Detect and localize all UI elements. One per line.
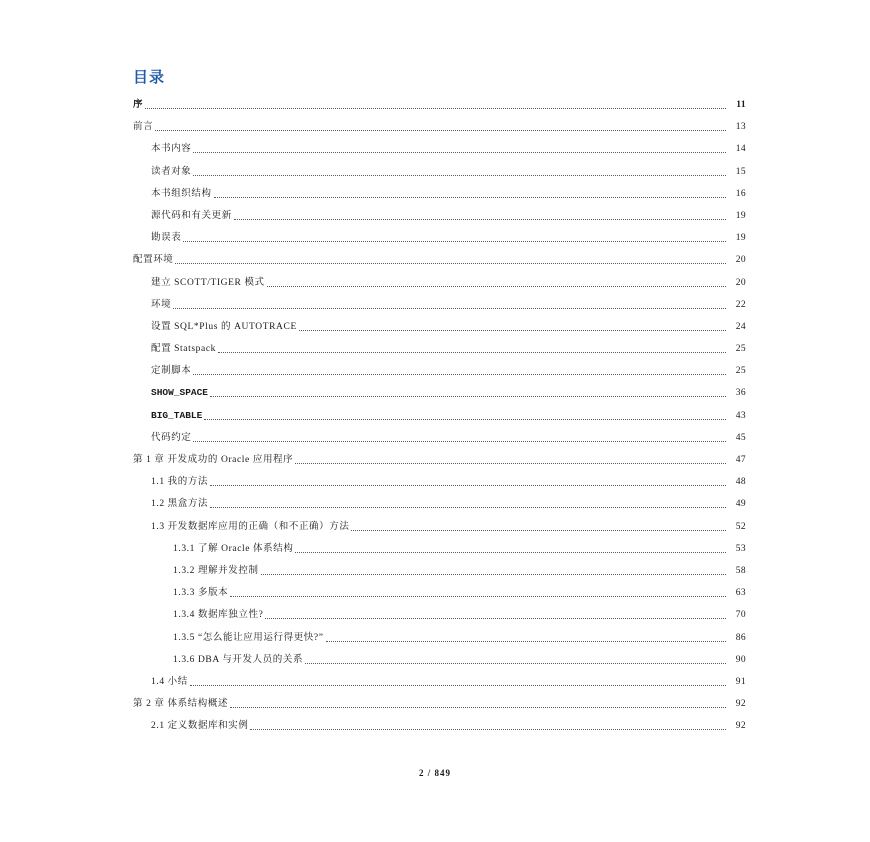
- toc-entry-page-number: 20: [735, 255, 746, 266]
- toc-entry[interactable]: [133, 720, 746, 732]
- toc-entry-page-number: 25: [735, 366, 746, 377]
- toc-dot-leader: [250, 728, 726, 730]
- toc-dot-leader: [190, 684, 726, 686]
- toc-entry[interactable]: [133, 676, 746, 688]
- toc-entry[interactable]: [133, 543, 746, 555]
- toc-entry-label: 1.3.6 DBA 与开发人员的关系: [173, 654, 304, 665]
- toc-entry-page-number: 16: [735, 188, 746, 199]
- toc-entry-label: 设置 SQL*Plus 的 AUTOTRACE: [151, 321, 297, 332]
- toc-entry[interactable]: [133, 654, 746, 666]
- toc-entry[interactable]: [133, 454, 746, 466]
- toc-entry[interactable]: [133, 387, 746, 399]
- toc-dot-leader: [305, 662, 726, 664]
- toc-entry[interactable]: [133, 632, 746, 644]
- toc-entry-label: 前言: [133, 122, 154, 133]
- toc-entry-page-number: 19: [735, 210, 746, 221]
- toc-entry[interactable]: [133, 121, 746, 133]
- toc-dot-leader: [218, 351, 726, 353]
- toc-dot-leader: [351, 529, 726, 531]
- toc-entry-page-number: 63: [735, 588, 746, 599]
- toc-entry[interactable]: [133, 476, 746, 488]
- toc-entry-label: 1.4 小结: [151, 676, 188, 687]
- toc-entry-label: 1.3.1 了解 Oracle 体系结构: [173, 543, 294, 554]
- toc-entry[interactable]: [133, 432, 746, 444]
- page-title: 目录: [133, 69, 166, 86]
- toc-entry-label: 勘误表: [151, 233, 182, 244]
- toc-entry[interactable]: [133, 565, 746, 577]
- toc-entry-label: 配置 Statspack: [151, 344, 216, 355]
- toc-entry-page-number: 91: [735, 676, 746, 687]
- toc-dot-leader: [230, 706, 726, 708]
- toc-entry-label: 1.3 开发数据库应用的正确（和不正确）方法: [151, 521, 350, 532]
- toc-entry[interactable]: [133, 299, 746, 311]
- toc-entry-label: 1.2 黑盒方法: [151, 499, 209, 510]
- toc-dot-leader: [175, 262, 726, 264]
- toc-dot-leader: [204, 418, 726, 420]
- toc-entry[interactable]: [133, 609, 746, 621]
- toc-entry[interactable]: [133, 210, 746, 222]
- toc-entry[interactable]: [133, 587, 746, 599]
- toc-entry[interactable]: [133, 365, 746, 377]
- toc-dot-leader: [210, 395, 726, 397]
- toc-dot-leader: [193, 373, 726, 375]
- toc-entry-label: 环境: [151, 299, 172, 310]
- toc-entry-label: 建立 SCOTT/TIGER 模式: [151, 277, 265, 288]
- toc-entry-page-number: 90: [735, 654, 746, 665]
- toc-entry-page-number: 43: [735, 410, 746, 421]
- toc-entry-label: 1.3.3 多版本: [173, 588, 229, 599]
- toc-entry-label: 第 2 章 体系结构概述: [133, 699, 229, 710]
- toc-entry-page-number: 13: [735, 122, 746, 133]
- toc-entry-page-number: 86: [735, 632, 746, 643]
- toc-dot-leader: [183, 240, 726, 242]
- toc-entry-label: 序: [133, 100, 144, 110]
- toc-entry[interactable]: [133, 99, 746, 111]
- toc-dot-leader: [267, 285, 726, 287]
- toc-entry-page-number: 25: [735, 344, 746, 355]
- toc-entry-page-number: 92: [735, 721, 746, 732]
- toc-entry-page-number: 53: [735, 543, 746, 554]
- toc-dot-leader: [265, 617, 726, 619]
- toc-entry[interactable]: [133, 343, 746, 355]
- toc-entry-page-number: 36: [735, 388, 746, 399]
- toc-dot-leader: [299, 329, 726, 331]
- toc-dot-leader: [295, 462, 726, 464]
- toc-entry-page-number: 22: [735, 299, 746, 310]
- toc-entry-label: 1.1 我的方法: [151, 477, 209, 488]
- toc-entry[interactable]: [133, 521, 746, 533]
- toc-entry-page-number: 14: [735, 144, 746, 155]
- toc-entry-label: 1.3.2 理解并发控制: [173, 565, 259, 576]
- toc-entry-label: 源代码和有关更新: [151, 210, 232, 221]
- toc-dot-leader: [295, 551, 726, 553]
- toc-entry[interactable]: [133, 498, 746, 510]
- toc-container: [133, 66, 746, 742]
- toc-entry-label: 1.3.5 “怎么能让应用运行得更快?”: [173, 632, 324, 643]
- toc-entry-label: 读者对象: [151, 166, 192, 177]
- toc-entry-page-number: 52: [735, 521, 746, 532]
- toc-entry[interactable]: [133, 232, 746, 244]
- toc-entry-page-number: 15: [735, 166, 746, 177]
- toc-entry[interactable]: [133, 254, 746, 266]
- toc-entry-page-number: 45: [735, 432, 746, 443]
- toc-entry-page-number: 48: [735, 477, 746, 488]
- toc-entry-label: BIG_TABLE: [151, 409, 203, 421]
- toc-dot-leader: [210, 506, 726, 508]
- toc-entry-page-number: 70: [735, 610, 746, 621]
- toc-entry-label: SHOW_SPACE: [151, 387, 209, 399]
- toc-entry[interactable]: [133, 188, 746, 200]
- toc-entry-page-number: 49: [735, 499, 746, 510]
- toc-entry-label: 1.3.4 数据库独立性?: [173, 610, 264, 621]
- toc-entry-page-number: 58: [735, 565, 746, 576]
- toc-entry-label: 配置环境: [133, 255, 174, 266]
- toc-entry[interactable]: [133, 410, 746, 422]
- toc-entry[interactable]: [133, 277, 746, 289]
- toc-dot-leader: [261, 573, 726, 575]
- toc-dot-leader: [193, 174, 726, 176]
- toc-dot-leader: [326, 640, 726, 642]
- toc-dot-leader: [173, 307, 726, 309]
- toc-dot-leader: [234, 218, 726, 220]
- toc-list: [133, 99, 746, 732]
- toc-entry[interactable]: [133, 166, 746, 178]
- toc-entry-label: 本书组织结构: [151, 188, 212, 199]
- toc-dot-leader: [214, 196, 726, 198]
- toc-entry-page-number: 24: [735, 321, 746, 332]
- toc-dot-leader: [210, 484, 726, 486]
- toc-entry[interactable]: [133, 321, 746, 333]
- toc-entry-page-number: 19: [735, 233, 746, 244]
- toc-entry-label: 2.1 定义数据库和实例: [151, 721, 249, 732]
- toc-dot-leader: [230, 595, 726, 597]
- toc-entry-page-number: 92: [735, 699, 746, 710]
- toc-dot-leader: [193, 151, 726, 153]
- toc-dot-leader: [155, 129, 726, 131]
- toc-entry-label: 代码约定: [151, 432, 192, 443]
- page-footer: 2 / 849: [418, 768, 451, 778]
- toc-entry-page-number: 47: [735, 455, 746, 465]
- toc-entry-label: 本书内容: [151, 144, 192, 155]
- toc-entry[interactable]: [133, 143, 746, 155]
- toc-entry-page-number: 11: [736, 100, 746, 110]
- toc-entry[interactable]: [133, 698, 746, 710]
- toc-entry-label: 定制脚本: [151, 366, 192, 377]
- toc-entry-label: 第 1 章 开发成功的 Oracle 应用程序: [133, 455, 294, 465]
- toc-entry-page-number: 20: [735, 277, 746, 288]
- toc-dot-leader: [145, 107, 726, 109]
- toc-dot-leader: [193, 440, 726, 442]
